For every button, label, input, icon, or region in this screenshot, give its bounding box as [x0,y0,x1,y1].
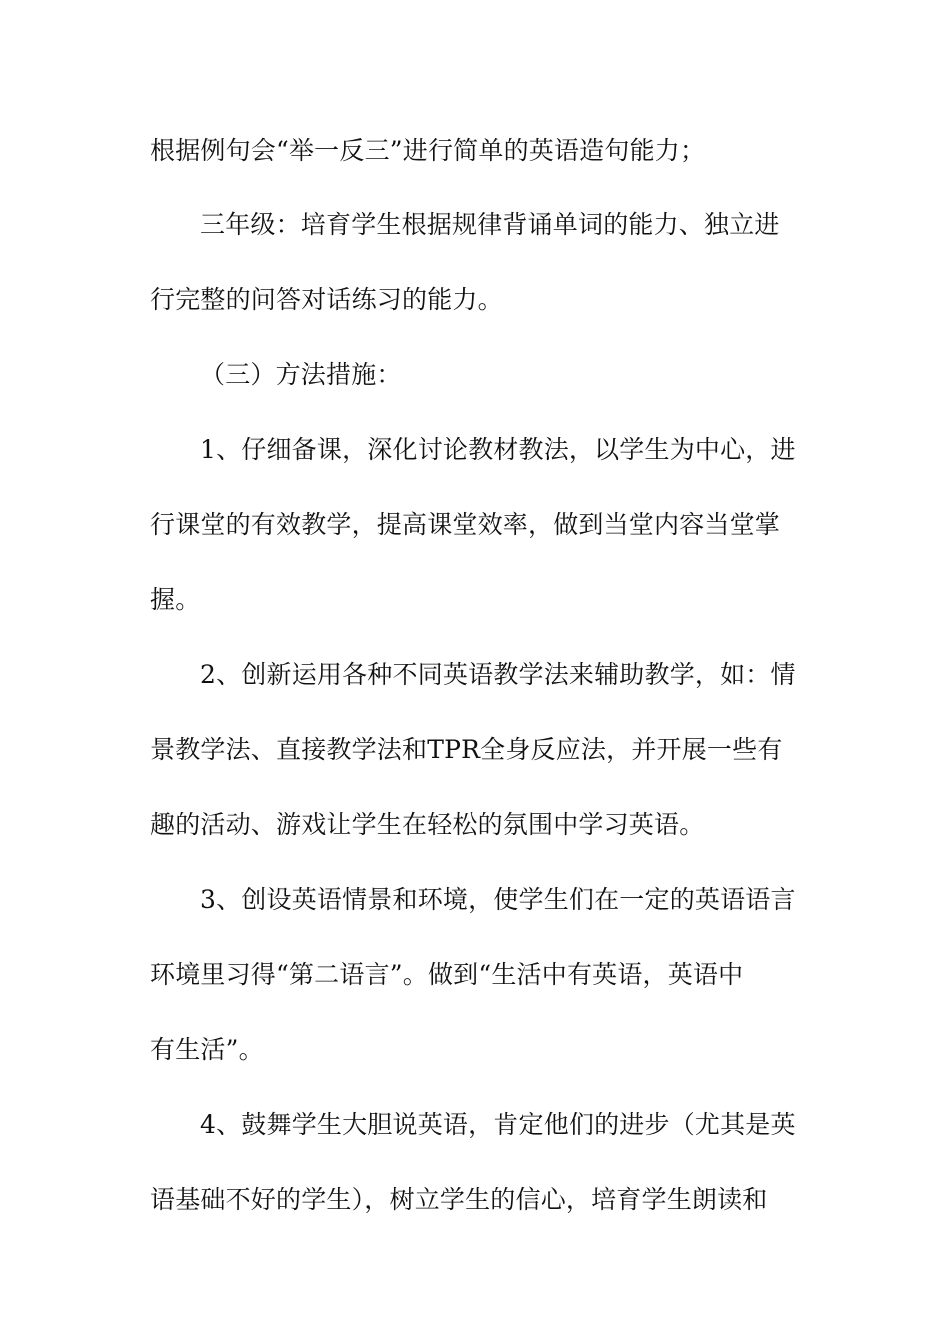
text-line-2: 三年级：培育学生根据规律背诵单词的能力、独立进 [200,210,780,239]
text-line-1: 根据例句会“举一反三”进行简单的英语造句能力； [150,136,706,165]
text-line-3: 行完整的问答对话练习的能力。 [150,285,503,314]
text-line-7: 握。 [150,585,201,614]
text-line-15: 语基础不好的学生），树立学生的信心，培育学生朗读和 [150,1185,768,1214]
text-line-5: 1、仔细备课，深化讨论教材教法，以学生为中心，进 [200,435,796,464]
text-line-8: 2、创新运用各种不同英语教学法来辅助教学，如：情 [200,660,796,689]
text-line-10: 趣的活动、游戏让学生在轻松的氛围中学习英语。 [150,810,705,839]
text-line-13: 有生活”。 [150,1035,264,1064]
text-line-9: 景教学法、直接教学法和TPR全身反应法，并开展一些有 [150,735,783,764]
text-line-14: 4、鼓舞学生大胆说英语，肯定他们的进步（尤其是英 [200,1110,796,1139]
text-line-6: 行课堂的有效教学，提高课堂效率，做到当堂内容当堂掌 [150,510,781,539]
section-heading: （三）方法措施： [200,360,402,389]
text-line-11: 3、创设英语情景和环境，使学生们在一定的英语语言 [200,885,796,914]
text-line-12: 环境里习得“第二语言”。做到“生活中有英语，英语中 [150,960,744,989]
